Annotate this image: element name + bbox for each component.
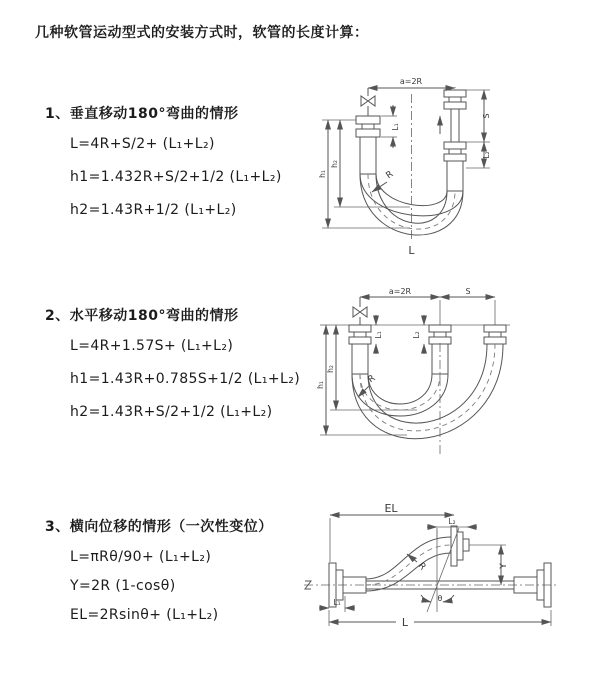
d3-l1-dimension — [319, 596, 355, 612]
d3-label-l2: L₂ — [448, 517, 456, 526]
d3-theta-construction — [421, 528, 459, 612]
d2-label-a2r: a=2R — [388, 287, 412, 296]
d3-radius-callout — [407, 554, 427, 572]
diagram-lateral-displacement — [296, 500, 596, 650]
d3-upper-flange — [451, 526, 469, 566]
section-2-heading: 2、水平移动180°弯曲的情形 — [45, 308, 239, 324]
section-1-formula-2: h1=1.432R+S/2+1/2 (L₁+L₂) — [70, 169, 282, 185]
d3-label-el: EL — [384, 502, 398, 515]
d1-label-s: S — [482, 113, 491, 119]
section-3-formula-3: EL=2Rsinθ+ (L₁+L₂) — [70, 607, 219, 623]
d3-centerline — [304, 581, 558, 589]
d2-label-l1: L₁ — [374, 331, 383, 339]
d1-label-a2r: a=2R — [399, 77, 423, 86]
d3-label-y: Y — [499, 563, 509, 569]
d3-label-r: R — [415, 561, 428, 573]
d3-l-dimension — [329, 610, 551, 629]
d2-label-r: R — [366, 373, 378, 386]
d1-label-r: R — [384, 169, 396, 182]
d2-hose-arcs — [352, 343, 503, 455]
d2-valve-icon — [353, 297, 367, 325]
d1-top-dimension — [368, 77, 455, 88]
section-2-formula-2: h1=1.43R+0.785S+1/2 (L₁+L₂) — [70, 371, 301, 387]
d1-s-dimension — [466, 90, 491, 168]
diagram-vertical-180-bend — [306, 72, 590, 272]
d3-label-l: L — [401, 616, 409, 629]
section-2-formula-1: L=4R+1.57S+ (L₁+L₂) — [70, 338, 234, 354]
d2-label-l2: L₂ — [412, 331, 421, 339]
d1-left-fitting — [356, 116, 380, 174]
page-title: 几种软管运动型式的安装方式时，软管的长度计算： — [35, 25, 369, 41]
d3-label-l1: L₁ — [333, 598, 341, 607]
d2-l1-dimension — [374, 315, 383, 354]
d3-el-dimension — [330, 502, 454, 562]
d2-top-dimensions — [360, 287, 495, 325]
d1-label-l: L — [408, 244, 415, 257]
d3-label-theta: θ — [437, 594, 443, 603]
section-3-formula-1: L=πRθ/90+ (L₁+L₂) — [70, 549, 212, 565]
d3-y-dimension — [469, 545, 509, 585]
section-1-formula-3: h2=1.43R+1/2 (L₁+L₂) — [70, 202, 237, 218]
section-2-formula-3: h2=1.43R+S/2+1/2 (L₁+L₂) — [70, 404, 273, 420]
d2-label-h2: h₂ — [326, 365, 335, 373]
d1-valve-icon — [361, 88, 375, 116]
d1-l1-dimension — [381, 105, 400, 148]
d2-label-s: S — [465, 287, 471, 296]
section-1-heading: 1、垂直移动180°弯曲的情形 — [45, 106, 239, 122]
d1-label-h2: h₂ — [330, 160, 339, 168]
d1-label-l2: L₂ — [482, 151, 491, 159]
diagram-horizontal-180-bend — [302, 283, 592, 468]
d1-right-fitting — [440, 90, 466, 191]
d2-l2-dimension — [412, 315, 424, 354]
section-1-formula-1: L=4R+S/2+ (L₁+L₂) — [70, 136, 215, 152]
d2-left-fitting — [349, 325, 371, 374]
d1-radius-callout — [372, 169, 395, 192]
d1-label-l1: L₁ — [391, 123, 400, 131]
d3-l2-dimension — [427, 517, 477, 540]
d2-right-fitting — [484, 325, 506, 344]
d2-label-h1: h₁ — [316, 381, 325, 389]
section-3-heading: 3、横向位移的情形（一次性变位） — [45, 519, 273, 535]
d1-label-h1: h₁ — [318, 170, 327, 178]
section-3-formula-2: Y=2R (1-cosθ) — [70, 578, 176, 594]
